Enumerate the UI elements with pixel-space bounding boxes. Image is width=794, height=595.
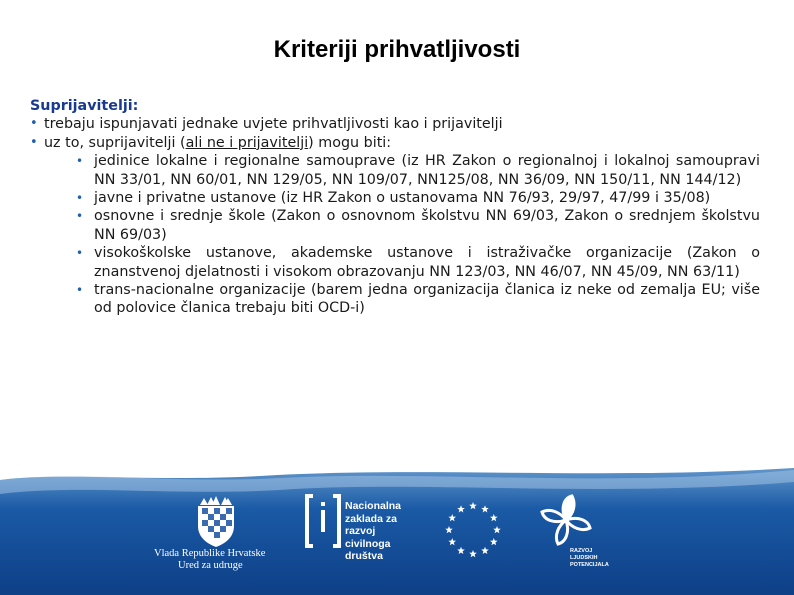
- sub-item-3: • osnovne i srednje škole (Zakon o osnovnom školstvu NN 69/03, Zakon o srednjem školstvu NN 69/03): [76, 208, 760, 243]
- eu-star-2: [481, 505, 489, 512]
- sub-item-text-5: trans-nacionalne organizacije (barem jedna organizacija članica iz neke od zemalja EU; više od polovice članica trebaju biti OCD-i): [94, 282, 760, 317]
- slide-title: Kriteriji prihvatljivosti: [273, 36, 521, 63]
- rlp-logo-text: [570, 548, 620, 569]
- eu-star-1: [469, 502, 477, 509]
- nz-line-5: društva: [345, 550, 383, 563]
- eu-star-4: [493, 526, 501, 533]
- gov-logo-line1: Vlada Republike Hrvatske: [154, 548, 266, 559]
- nz-line-2: zaklada za: [345, 512, 397, 525]
- croatian-coat-of-arms-icon: [194, 496, 238, 548]
- bullet-text-2-post: ) mogu biti:: [308, 134, 392, 151]
- bullet-text-2-underlined: ali ne i prijavitelji: [185, 134, 309, 151]
- slide-content: [30, 97, 760, 318]
- rlp-line-1: RAZVOJ: [570, 548, 593, 554]
- nz-line-3: razvoj: [345, 525, 376, 538]
- sub-item-1: • jedinice lokalne i regionalne samouprave (iz HR Zakon o regionalnoj i lokalnoj samoupravi NN 33/01, NN 60/01, NN 129/05, NN 109/07, NN125/08, NN 36/09, NN 150/11, NN 144/12): [76, 153, 760, 188]
- eu-star-9: [448, 538, 456, 545]
- sub-item-5: • trans-nacionalne organizacije (barem jedna organizacija članica iz neke od zemalja EU; više od polovice članica trebaju biti OCD-i): [76, 282, 760, 317]
- eu-star-10: [445, 526, 453, 533]
- nz-logo-text: [345, 500, 425, 563]
- pinwheel-logo-icon: [536, 494, 600, 546]
- bullet-text-2-pre: uz to, suprijavitelji (: [44, 134, 186, 151]
- eu-star-6: [481, 547, 489, 554]
- sub-item-text-2: javne i privatne ustanove (iz HR Zakon o ustanovama NN 76/93, 29/97, 47/99 i 35/08): [94, 190, 711, 207]
- sub-item-text-3: osnovne i srednje škole (Zakon o osnovnom školstvu NN 69/03, Zakon o srednjem školstvu NN 69/03): [94, 208, 760, 243]
- nz-line-1: Nacionalna: [345, 500, 402, 512]
- eu-star-3: [490, 514, 498, 521]
- nz-line-4: civilnoga: [345, 537, 391, 550]
- eu-star-8: [457, 547, 465, 554]
- bullet-item-2: [30, 134, 760, 152]
- eu-star-7: [469, 550, 477, 557]
- rlp-line-3: POTENCIJALA: [570, 562, 609, 568]
- bullet-text-1: trebaju ispunjavati jednake uvjete prihvatljivosti kao i prijavitelji: [44, 116, 503, 133]
- sub-list: [30, 152, 760, 318]
- gov-logo-line2: Ured za udruge: [178, 560, 243, 571]
- rlp-line-2: LJUDSKIH: [570, 555, 598, 561]
- sub-item-text-1: jedinice lokalne i regionalne samouprave (iz HR Zakon o regionalnoj i lokalnoj samoupravi NN 33/01, NN 60/01, NN 129/05, NN 109/07, NN125/08, NN 36/09, NN 150/11, NN 144/12): [94, 153, 760, 188]
- bullet-item-1: [30, 115, 760, 133]
- section-heading: Suprijavitelji:: [30, 98, 139, 114]
- eu-star-5: [490, 538, 498, 545]
- eu-stars-icon: [443, 500, 503, 560]
- sub-item-4: • visokoškolske ustanove, akademske ustanove i istraživačke organizacije (Zakon o znanstvenoj djelatnosti i visokom obrazovanju NN 123/03, NN 46/07, NN 45/09, NN 63/11): [76, 245, 760, 280]
- eu-star-12: [457, 505, 465, 512]
- bracket-logo-icon: [303, 492, 343, 550]
- sub-item-text-4: visokoškolske ustanove, akademske ustanove i istraživačke organizacije (Zakon o znanstvenoj djelatnosti i visokom obrazovanju NN 123/03, NN 46/07, NN 45/09, NN 63/11): [94, 245, 760, 280]
- sub-item-2: • javne i privatne ustanove (iz HR Zakon o ustanovama NN 76/93, 29/97, 47/99 i 35/08): [76, 190, 711, 207]
- eu-star-11: [448, 514, 456, 521]
